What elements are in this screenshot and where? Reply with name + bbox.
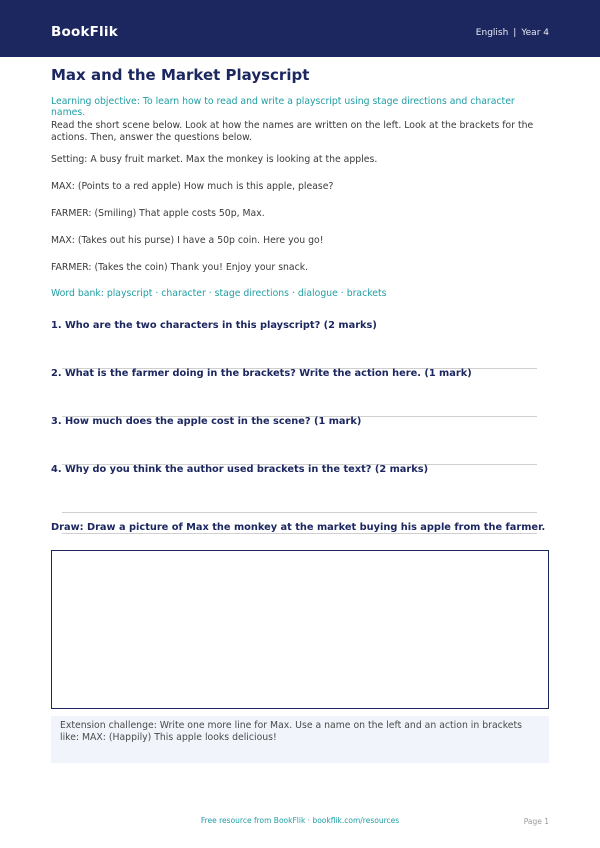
drawing-area[interactable]: [51, 550, 549, 709]
page-title: Max and the Market Playscript: [51, 66, 310, 84]
question-3: 3. How much does the apple cost in the scene? (1 mark): [51, 416, 362, 427]
header-meta: [476, 28, 549, 38]
learning-objective: Learning objective: To learn how to read and write a playscript using stage directions and character names.: [51, 96, 515, 118]
page-number: Page 1: [523, 817, 549, 826]
script-line: FARMER: (Takes the coin) Thank you! Enjoy your snack.: [51, 262, 309, 273]
footer-link[interactable]: Free resource from BookFlik · bookflik.com/resources: [200, 816, 400, 825]
year-label: Year 4: [521, 28, 549, 38]
script-line: MAX: (Takes out his purse) I have a 50p coin. Here you go!: [51, 235, 324, 246]
draw-prompt: Draw: Draw a picture of Max the monkey at the market buying his apple from the farmer.: [51, 522, 546, 533]
script-line: MAX: (Points to a red apple) How much is this apple, please?: [51, 181, 334, 192]
extension-challenge: Extension challenge: Write one more line for Max. Use a name on the left and an action in brackets like: MAX: (Happily) This apple looks delicious!: [51, 716, 549, 763]
question-4: 4. Why do you think the author used brackets in the text? (2 marks): [51, 464, 429, 475]
brand-logo[interactable]: BookFlik: [51, 24, 118, 40]
question-1: 1. Who are the two characters in this playscript? (2 marks): [51, 320, 377, 331]
header-bar: [0, 0, 600, 57]
intro-text: Read the short scene below. Look at how the names are written on the left. Look at the brackets for the actions. Then, answer the questions below.: [51, 120, 534, 143]
word-bank: Word bank: playscript · character · stage directions · dialogue · brackets: [51, 288, 387, 299]
question-2: 2. What is the farmer doing in the brackets? Write the action here. (1 mark): [51, 368, 472, 379]
draw-prompt-underline: [62, 533, 537, 534]
subject-label: English: [475, 28, 509, 38]
script-setting: Setting: A busy fruit market. Max the monkey is looking at the apples.: [51, 154, 378, 165]
answer-line-4[interactable]: [62, 512, 537, 513]
script-line: FARMER: (Smiling) That apple costs 50p, Max.: [51, 208, 265, 219]
meta-separator: |: [513, 28, 517, 38]
